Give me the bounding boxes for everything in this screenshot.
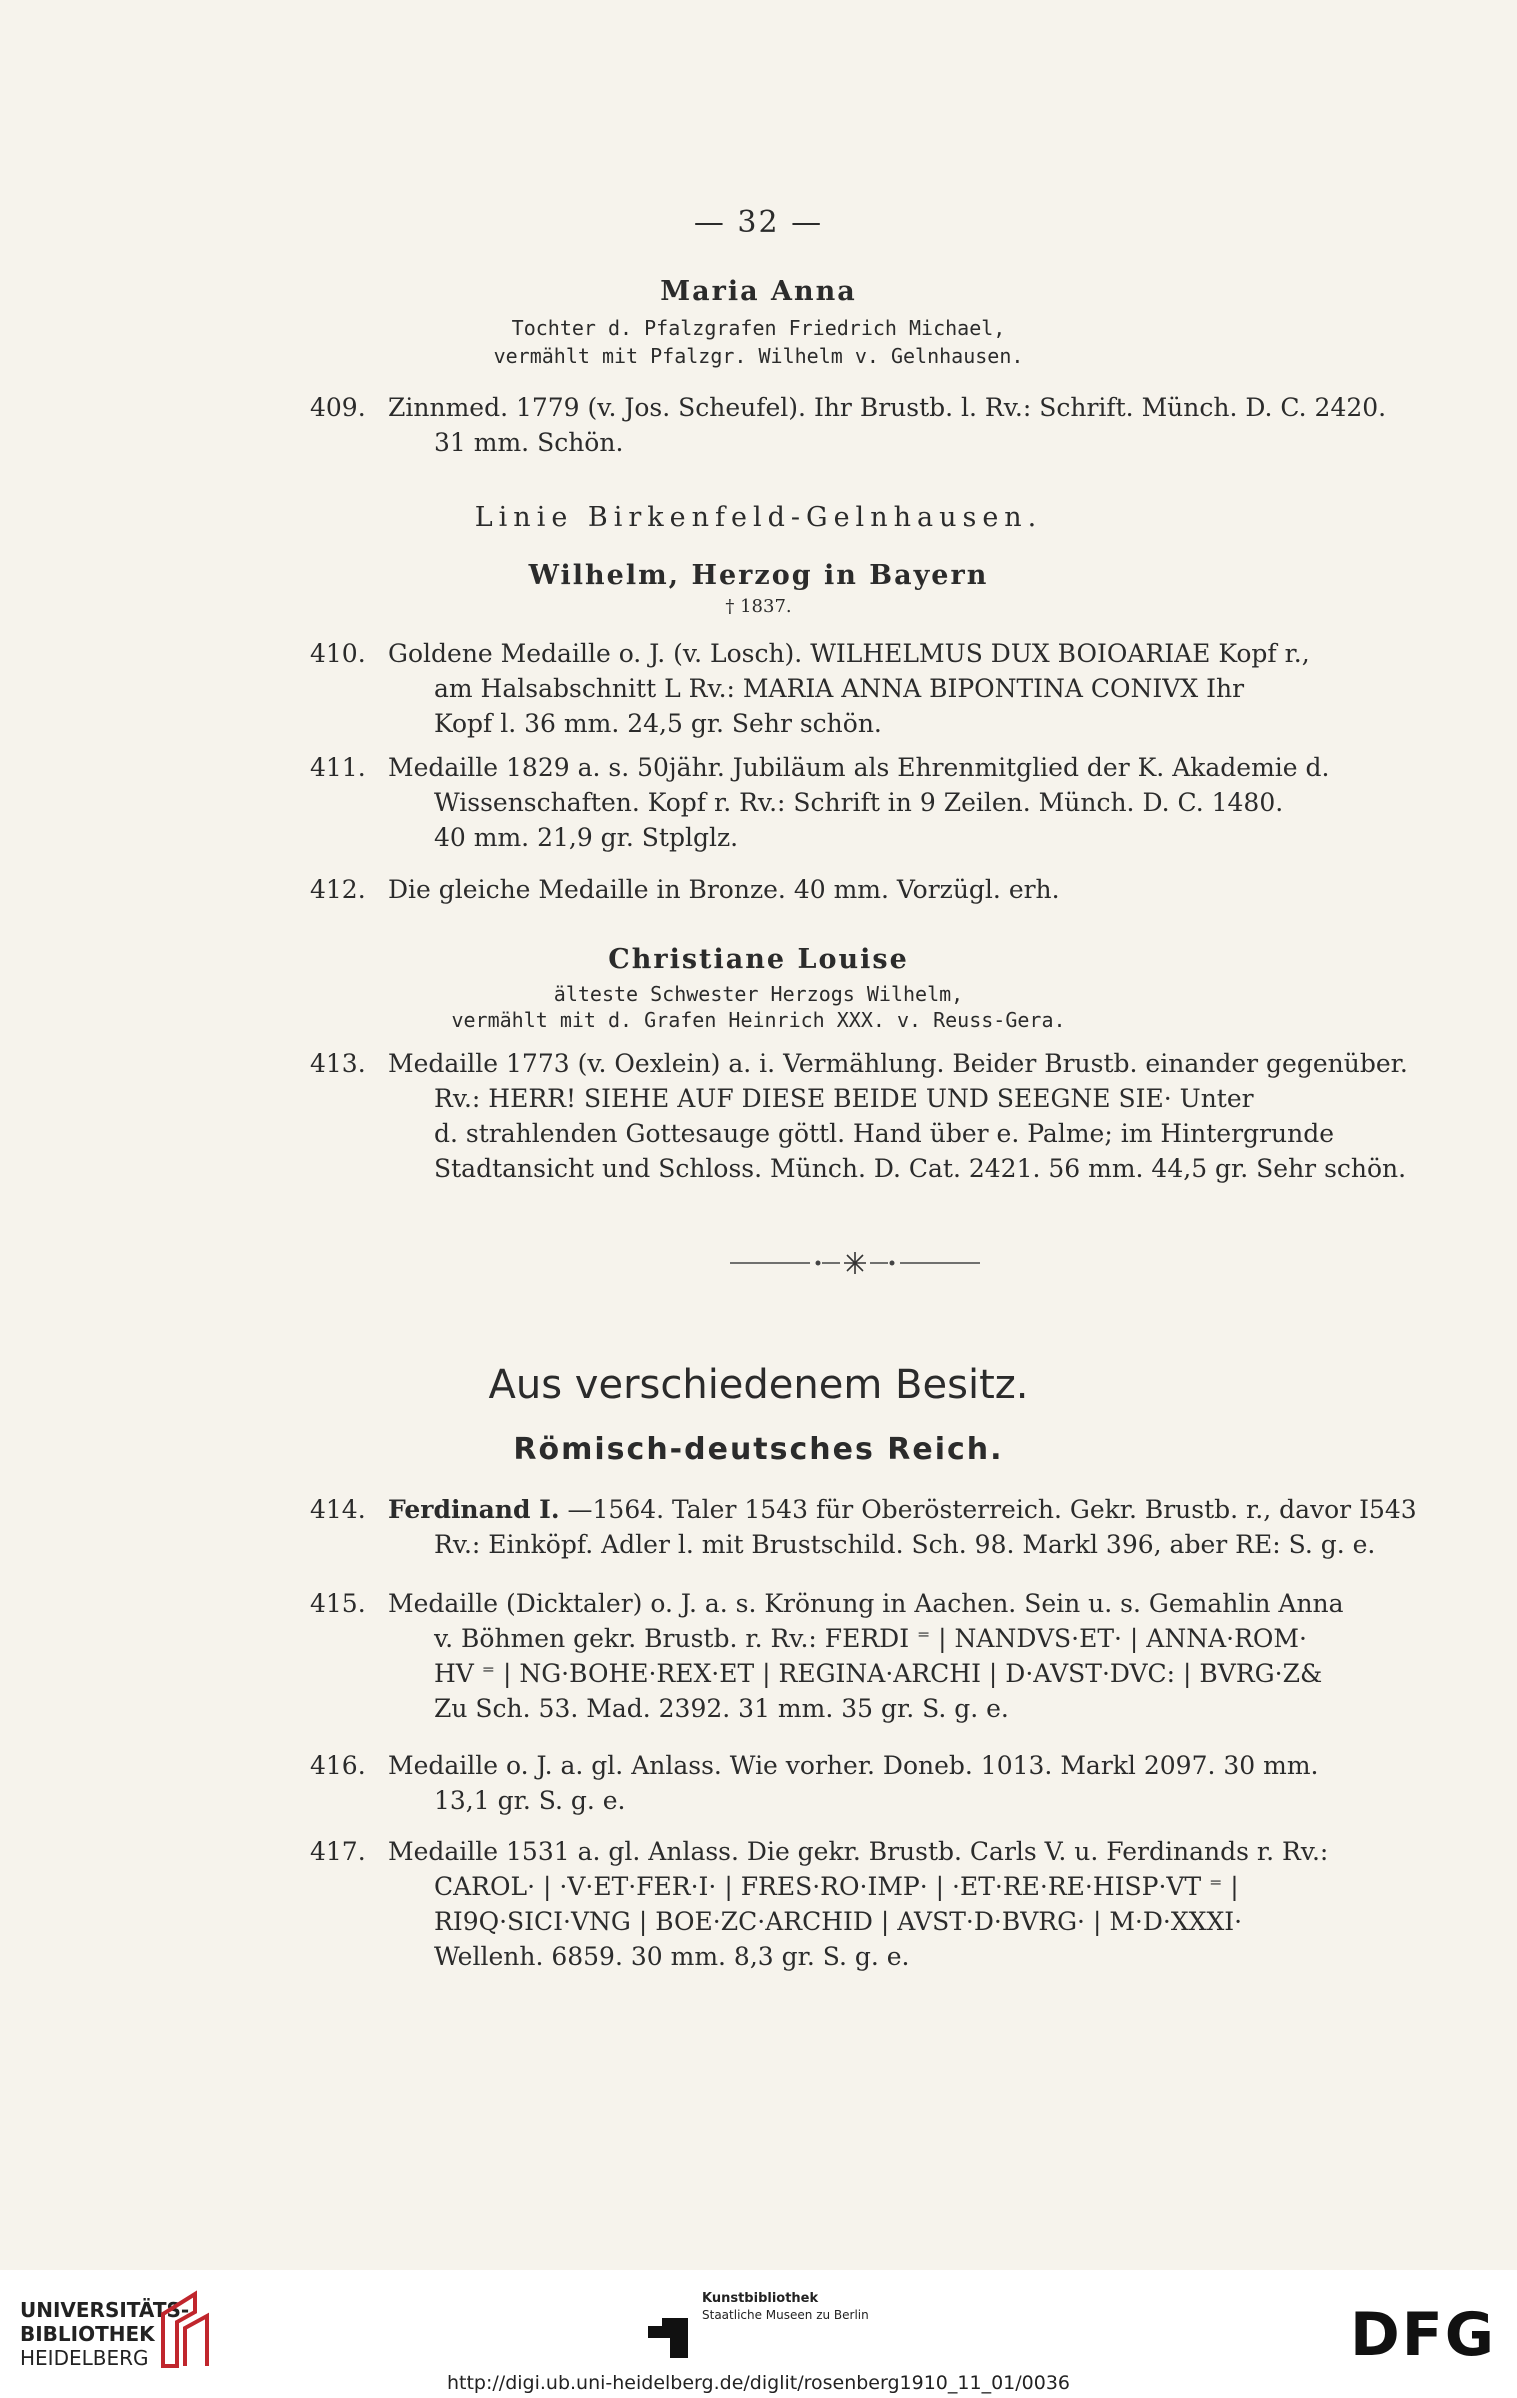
entry-line: Kopf l. 36 mm. 24,5 gr. Sehr schön. — [434, 709, 882, 738]
entry-line: 40 mm. 21,9 gr. Stplglz. — [434, 823, 739, 852]
entry-line: 13,1 gr. S. g. e. — [434, 1786, 626, 1815]
entry-line: v. Böhmen gekr. Brustb. r. Rv.: FERDI ⁼ | NANDVS·ET· | ANNA·ROM· — [434, 1624, 1307, 1653]
kb-line-2: Staatliche Museen zu Berlin — [702, 2308, 869, 2322]
maria-anna-subtitle-1: Tochter d. Pfalzgrafen Friedrich Michael, — [511, 316, 1006, 340]
entry-number: 411. — [310, 753, 366, 782]
entry-410 — [310, 636, 1400, 741]
entry-line: Medaille 1531 a. gl. Anlass. Die gekr. Brustb. Carls V. u. Ferdinands r. Rv.: — [388, 1837, 1329, 1866]
entry-line: Stadtansicht und Schloss. Münch. D. Cat. 2421. 56 mm. 44,5 gr. Sehr schön. — [434, 1154, 1407, 1183]
uni-logo-line-1: UNIVERSITÄTS- — [20, 2298, 190, 2322]
christiane-subtitle-1: älteste Schwester Herzogs Wilhelm, — [553, 982, 964, 1006]
entry-line: Medaille o. J. a. gl. Anlass. Wie vorher. Doneb. 1013. Markl 2097. 30 mm. — [388, 1751, 1319, 1780]
christiane-subtitle-2: vermählt mit d. Grafen Heinrich XXX. v. Reuss-Gera. — [451, 1008, 1066, 1032]
entry-number: 409. — [310, 393, 366, 422]
heading-christiane-louise: Christiane Louise — [608, 944, 909, 975]
entry-line: am Halsabschnitt L Rv.: MARIA ANNA BIPONTINA CONIVX Ihr — [434, 674, 1245, 703]
entry-line: Die gleiche Medaille in Bronze. 40 mm. Vorzügl. erh. — [388, 875, 1060, 904]
entry-number: 413. — [310, 1049, 366, 1078]
university-seal-icon — [155, 2290, 215, 2370]
ruler-name: Ferdinand I. — [388, 1495, 560, 1524]
dfg-logo[interactable]: DFG — [1350, 2300, 1497, 2370]
entry-line: Zinnmed. 1779 (v. Jos. Scheufel). Ihr Brustb. l. Rv.: Schrift. Münch. D. C. 2420. — [388, 393, 1387, 422]
kunstbibliothek-logo[interactable] — [702, 2290, 869, 2324]
entry-line: 31 mm. Schön. — [434, 428, 624, 457]
entry-number: 416. — [310, 1751, 366, 1780]
entry-line: RI9Q·SICI·VNG | BOE·ZC·ARCHID | AVST·D·BVRG· | M·D·XXXI· — [434, 1907, 1243, 1936]
entry-411 — [310, 750, 1400, 855]
entry-414 — [310, 1492, 1417, 1562]
entry-415 — [310, 1586, 1400, 1726]
kb-line-1: Kunstbibliothek — [702, 2291, 819, 2306]
kunstbibliothek-logo-icon — [648, 2318, 688, 2358]
entry-line: Medaille (Dicktaler) o. J. a. s. Krönung in Aachen. Sein u. s. Gemahlin Anna — [388, 1589, 1344, 1618]
entry-line: Goldene Medaille o. J. (v. Losch). WILHELMUS DUX BOIOARIAE Kopf r., — [388, 639, 1310, 668]
uni-logo-line-3: HEIDELBERG — [20, 2346, 149, 2370]
heading-wilhelm: Wilhelm, Herzog in Bayern — [528, 560, 989, 591]
entry-line: CAROL· | ·V·ET·FER·I· | FRES·RO·IMP· | ·ET·RE·RE·HISP·VT ⁼ | — [434, 1872, 1239, 1901]
entry-line: HV ⁼ | NG·BOHE·REX·ET | REGINA·ARCHI | D·AVST·DVC: | BVRG·Z& — [434, 1659, 1323, 1688]
section-title: Aus verschiedenem Besitz. — [488, 1362, 1029, 1408]
entry-line: Wellenh. 6859. 30 mm. 8,3 gr. S. g. e. — [434, 1942, 910, 1971]
entry-number: 417. — [310, 1837, 366, 1866]
uni-logo-line-2: BIBLIOTHEK — [20, 2322, 155, 2346]
page-number: — 32 — — [693, 205, 824, 240]
entry-line: Wissenschaften. Kopf r. Rv.: Schrift in 9 Zeilen. Münch. D. C. 1480. — [434, 788, 1284, 817]
entry-line: d. strahlenden Gottesauge göttl. Hand über e. Palme; im Hintergrunde — [434, 1119, 1334, 1148]
entry-number: 412. — [310, 875, 366, 904]
entry-413 — [310, 1046, 1408, 1186]
entry-line: Medaille 1773 (v. Oexlein) a. i. Vermählung. Beider Brustb. einander gegenüber. — [388, 1049, 1408, 1078]
entry-number: 414. — [310, 1495, 366, 1524]
entry-417 — [310, 1834, 1400, 1974]
entry-number: 410. — [310, 639, 366, 668]
entry-line: Rv.: Einköpf. Adler l. mit Brustschild. Sch. 98. Markl 396, aber RE: S. g. e. — [434, 1530, 1376, 1559]
wilhelm-death-year: † 1837. — [725, 596, 792, 617]
entry-line: Medaille 1829 a. s. 50jähr. Jubiläum als Ehrenmitglied der K. Akademie d. — [388, 753, 1330, 782]
entry-line: Rv.: HERR! SIEHE AUF DIESE BEIDE UND SEEGNE SIE· Unter — [434, 1084, 1254, 1113]
heading-maria-anna: Maria Anna — [660, 276, 857, 307]
entry-number: 415. — [310, 1589, 366, 1618]
entry-409 — [310, 390, 1400, 460]
permalink-url[interactable]: http://digi.ub.uni-heidelberg.de/diglit/rosenberg1910_11_01/0036 — [446, 2372, 1070, 2394]
heading-linie: Linie Birkenfeld-Gelnhausen. — [474, 502, 1043, 533]
entry-416 — [310, 1748, 1400, 1818]
digitization-footer — [0, 2270, 1517, 2398]
entry-line-rest: —1564. Taler 1543 für Oberösterreich. Gekr. Brustb. r., davor I543 — [559, 1495, 1417, 1524]
subsection-title: Römisch-deutsches Reich. — [513, 1432, 1004, 1467]
maria-anna-subtitle-2: vermählt mit Pfalzgr. Wilhelm v. Gelnhausen. — [493, 344, 1024, 368]
entry-line — [388, 1492, 1417, 1527]
section-divider-ornament — [730, 1250, 980, 1276]
entry-line: Zu Sch. 53. Mad. 2392. 31 mm. 35 gr. S. g. e. — [434, 1694, 1009, 1723]
entry-412 — [310, 872, 1400, 907]
